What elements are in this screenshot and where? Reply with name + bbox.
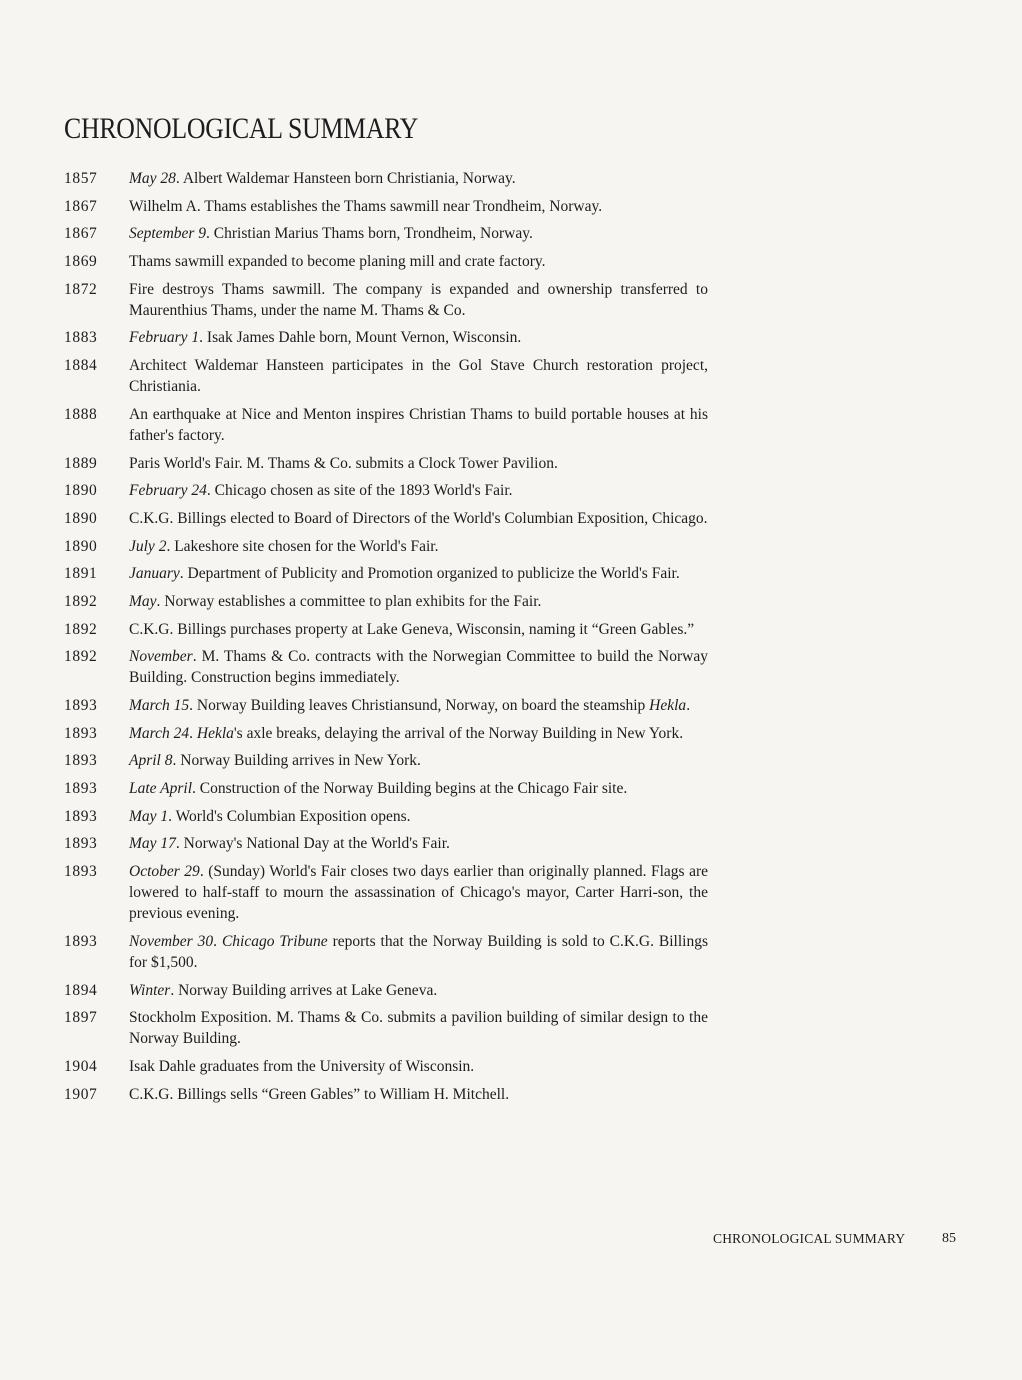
chronology-list: [64, 168, 708, 1111]
entry-text-segment: .: [686, 697, 691, 714]
entry-year: 1897: [64, 1009, 98, 1027]
chronology-entry: [64, 591, 708, 612]
entry-text-segment: . Norway Building arrives in New York.: [172, 752, 421, 770]
chronology-entry: [64, 563, 708, 584]
entry-italic-text: November: [129, 648, 193, 666]
page-title: CHRONOLOGICAL SUMMARY: [64, 112, 419, 145]
entry-year: 1891: [64, 565, 98, 583]
entry-italic-text: February 24: [129, 482, 207, 500]
entry-text-segment: . Norway establishes a committee to plan exhibits for the Fair.: [156, 592, 542, 610]
entry-italic-text: May 1: [129, 807, 169, 825]
entry-text-segment: . Christian Marius Thams born, Trondheim, Norway.: [206, 225, 533, 243]
entry-italic-text: January: [129, 565, 180, 583]
chronology-entry: [64, 861, 708, 924]
chronology-entry: [64, 279, 708, 321]
entry-text: [129, 251, 708, 272]
entry-italic-text: November 30: [129, 932, 214, 950]
chronology-entry: [64, 931, 708, 973]
entry-text-segment: . (Sunday) World's Fair closes two days earlier than originally planned. Flags are lowered to half-staff to mourn the assassination of Chicago's mayor, Carter Harri-son, the previous evening.: [129, 863, 708, 923]
entry-italic-text: May 17: [129, 835, 176, 853]
chronology-entry: [64, 404, 708, 446]
entry-year: 1894: [64, 981, 98, 999]
entry-year: 1907: [64, 1085, 98, 1103]
entry-text-segment: . Construction of the Norway Building begins at the Chicago Fair site.: [192, 780, 628, 798]
chronology-entry: [64, 778, 708, 799]
entry-year: 1893: [64, 835, 98, 853]
entry-year: 1893: [64, 932, 98, 950]
entry-text: [129, 778, 708, 799]
entry-year: 1890: [64, 509, 98, 527]
entry-italic-text: February 1: [129, 329, 200, 347]
entry-text: [129, 480, 708, 501]
chronology-entry: [64, 223, 708, 244]
entry-year: 1888: [64, 405, 98, 423]
chronology-entry: [64, 806, 708, 827]
entry-text-segment: Paris World's Fair. M. Thams & Co. submits a Clock Tower Pavilion.: [129, 454, 558, 472]
entry-text: [129, 327, 708, 348]
entry-text-segment: C.K.G. Billings purchases property at Lake Geneva, Wisconsin, naming it “Green Gables.”: [129, 620, 695, 638]
entry-text-segment: Isak Dahle graduates from the University of Wisconsin.: [129, 1057, 475, 1075]
entry-italic-text: May: [129, 592, 157, 610]
entry-text: [129, 279, 708, 321]
entry-text: [129, 1084, 708, 1105]
entry-italic-text: Chicago Tribune: [221, 932, 328, 950]
entry-year: 1890: [64, 482, 98, 500]
entry-text: [129, 508, 708, 529]
entry-text-segment: . Isak James Dahle born, Mount Vernon, Wisconsin.: [199, 329, 522, 347]
entry-year: 1867: [64, 225, 98, 243]
chronology-entry: [64, 480, 708, 501]
entry-italic-text: April 8: [129, 752, 173, 770]
entry-text: [129, 223, 708, 244]
entry-year: 1893: [64, 863, 98, 881]
entry-year: 1867: [64, 197, 98, 215]
chronology-entry: [64, 251, 708, 272]
chronology-entry: [64, 327, 708, 348]
entry-text-segment: . Department of Publicity and Promotion organized to publicize the World's Fair.: [179, 565, 680, 583]
entry-year: 1890: [64, 537, 98, 555]
entry-year: 1857: [64, 170, 98, 187]
chronology-entry: [64, 980, 708, 1001]
entry-text: [129, 833, 708, 854]
entry-text: [129, 168, 708, 189]
entry-text: [129, 1007, 708, 1049]
entry-year: 1889: [64, 454, 98, 472]
entry-year: 1893: [64, 752, 98, 770]
entry-year: 1872: [64, 280, 98, 298]
entry-text: [129, 695, 708, 716]
entry-text: [129, 980, 708, 1001]
entry-italic-text: March 24: [129, 724, 190, 742]
page-number: 85: [942, 1231, 956, 1246]
entry-text: [129, 355, 708, 397]
entry-text: [129, 619, 708, 640]
chronology-entry: [64, 196, 708, 217]
entry-text-segment: Thams sawmill expanded to become planing mill and crate factory.: [129, 253, 546, 271]
entry-text-segment: . Chicago chosen as site of the 1893 World's Fair.: [206, 482, 513, 500]
chronology-entry: [64, 646, 708, 688]
entry-text: [129, 591, 708, 612]
entry-year: 1893: [64, 697, 98, 714]
chronology-entry: [64, 1007, 708, 1049]
chronology-entry: [64, 619, 708, 640]
chronology-entry: [64, 833, 708, 854]
entry-text-segment: . M. Thams & Co. contracts with the Norwegian Committee to build the Norway Building. Construction begins immediately.: [129, 648, 708, 687]
chronology-entry: [64, 453, 708, 474]
entry-year: 1893: [64, 724, 98, 742]
entry-text: [129, 1056, 708, 1077]
entry-text-segment: An earthquake at Nice and Menton inspires Christian Thams to build portable houses at his father's factory.: [129, 405, 708, 444]
entry-year: 1884: [64, 357, 98, 375]
entry-year: 1904: [64, 1057, 98, 1075]
entry-italic-text: May 28: [129, 170, 176, 187]
entry-italic-text: July 2: [129, 537, 167, 555]
entry-text-segment: . Norway Building leaves Christiansund, Norway, on board the steamship: [189, 697, 650, 714]
entry-year: 1869: [64, 253, 98, 271]
entry-text-segment: reports that the Norway Building is sold to C.K.G. Billings for $1,500.: [129, 932, 709, 971]
entry-year: 1893: [64, 780, 98, 798]
entry-text-segment: . World's Columbian Exposition opens.: [168, 807, 411, 825]
entry-italic-text: Hekla: [196, 724, 234, 742]
chronology-entry: [64, 750, 708, 771]
entry-italic-text: Hekla: [649, 697, 687, 714]
entry-italic-text: Late April: [129, 780, 193, 798]
entry-text-segment: . Lakeshore site chosen for the World's Fair.: [166, 537, 439, 555]
entry-text-segment: .: [189, 724, 197, 742]
entry-text-segment: C.K.G. Billings sells “Green Gables” to William H. Mitchell.: [129, 1085, 510, 1103]
chronology-entry: [64, 536, 708, 557]
entry-text: [129, 536, 708, 557]
entry-text: [129, 453, 708, 474]
entry-text: [129, 196, 708, 217]
entry-text-segment: Wilhelm A. Thams establishes the Thams sawmill near Trondheim, Norway.: [129, 197, 603, 215]
entry-year: 1892: [64, 620, 98, 638]
entry-text-segment: Architect Waldemar Hansteen participates in the Gol Stave Church restoration project, Christiania.: [129, 357, 708, 396]
entry-text-segment: .: [213, 932, 222, 950]
entry-italic-text: October 29: [129, 863, 200, 881]
chronology-entry: [64, 168, 708, 189]
entry-italic-text: March 15: [129, 697, 190, 714]
chronology-entry: [64, 723, 708, 744]
entry-text-segment: Fire destroys Thams sawmill. The company is expanded and ownership transferred to Maurenthius Thams, under the name M. Thams & Co.: [129, 280, 708, 319]
entry-text: [129, 806, 708, 827]
entry-year: 1893: [64, 807, 98, 825]
chronology-entry: [64, 695, 708, 716]
chronology-entry: [64, 1084, 708, 1105]
entry-text: [129, 563, 708, 584]
entry-text: [129, 404, 708, 446]
entry-text: [129, 861, 708, 924]
entry-text-segment: . Norway's National Day at the World's Fair.: [175, 835, 450, 853]
chronology-entry: [64, 508, 708, 529]
entry-text: [129, 750, 708, 771]
entry-text-segment: 's axle breaks, delaying the arrival of the Norway Building in New York.: [233, 724, 684, 742]
entry-italic-text: Winter: [129, 981, 171, 999]
running-footer-title: CHRONOLOGICAL SUMMARY: [713, 1231, 906, 1246]
entry-text: [129, 646, 708, 688]
entry-year: 1892: [64, 592, 98, 610]
entry-italic-text: September 9: [129, 225, 207, 243]
entry-text-segment: C.K.G. Billings elected to Board of Directors of the World's Columbian Exposition, Chicago.: [129, 509, 708, 527]
chronology-entry: [64, 355, 708, 397]
entry-text-segment: . Albert Waldemar Hansteen born Christiania, Norway.: [175, 170, 516, 187]
entry-year: 1883: [64, 329, 98, 347]
entry-text: [129, 931, 708, 973]
chronology-entry: [64, 1056, 708, 1077]
entry-text-segment: . Norway Building arrives at Lake Geneva.: [170, 981, 438, 999]
entry-year: 1892: [64, 648, 98, 666]
entry-text-segment: Stockholm Exposition. M. Thams & Co. submits a pavilion building of similar design to the Norway Building.: [129, 1009, 708, 1048]
entry-text: [129, 723, 708, 744]
